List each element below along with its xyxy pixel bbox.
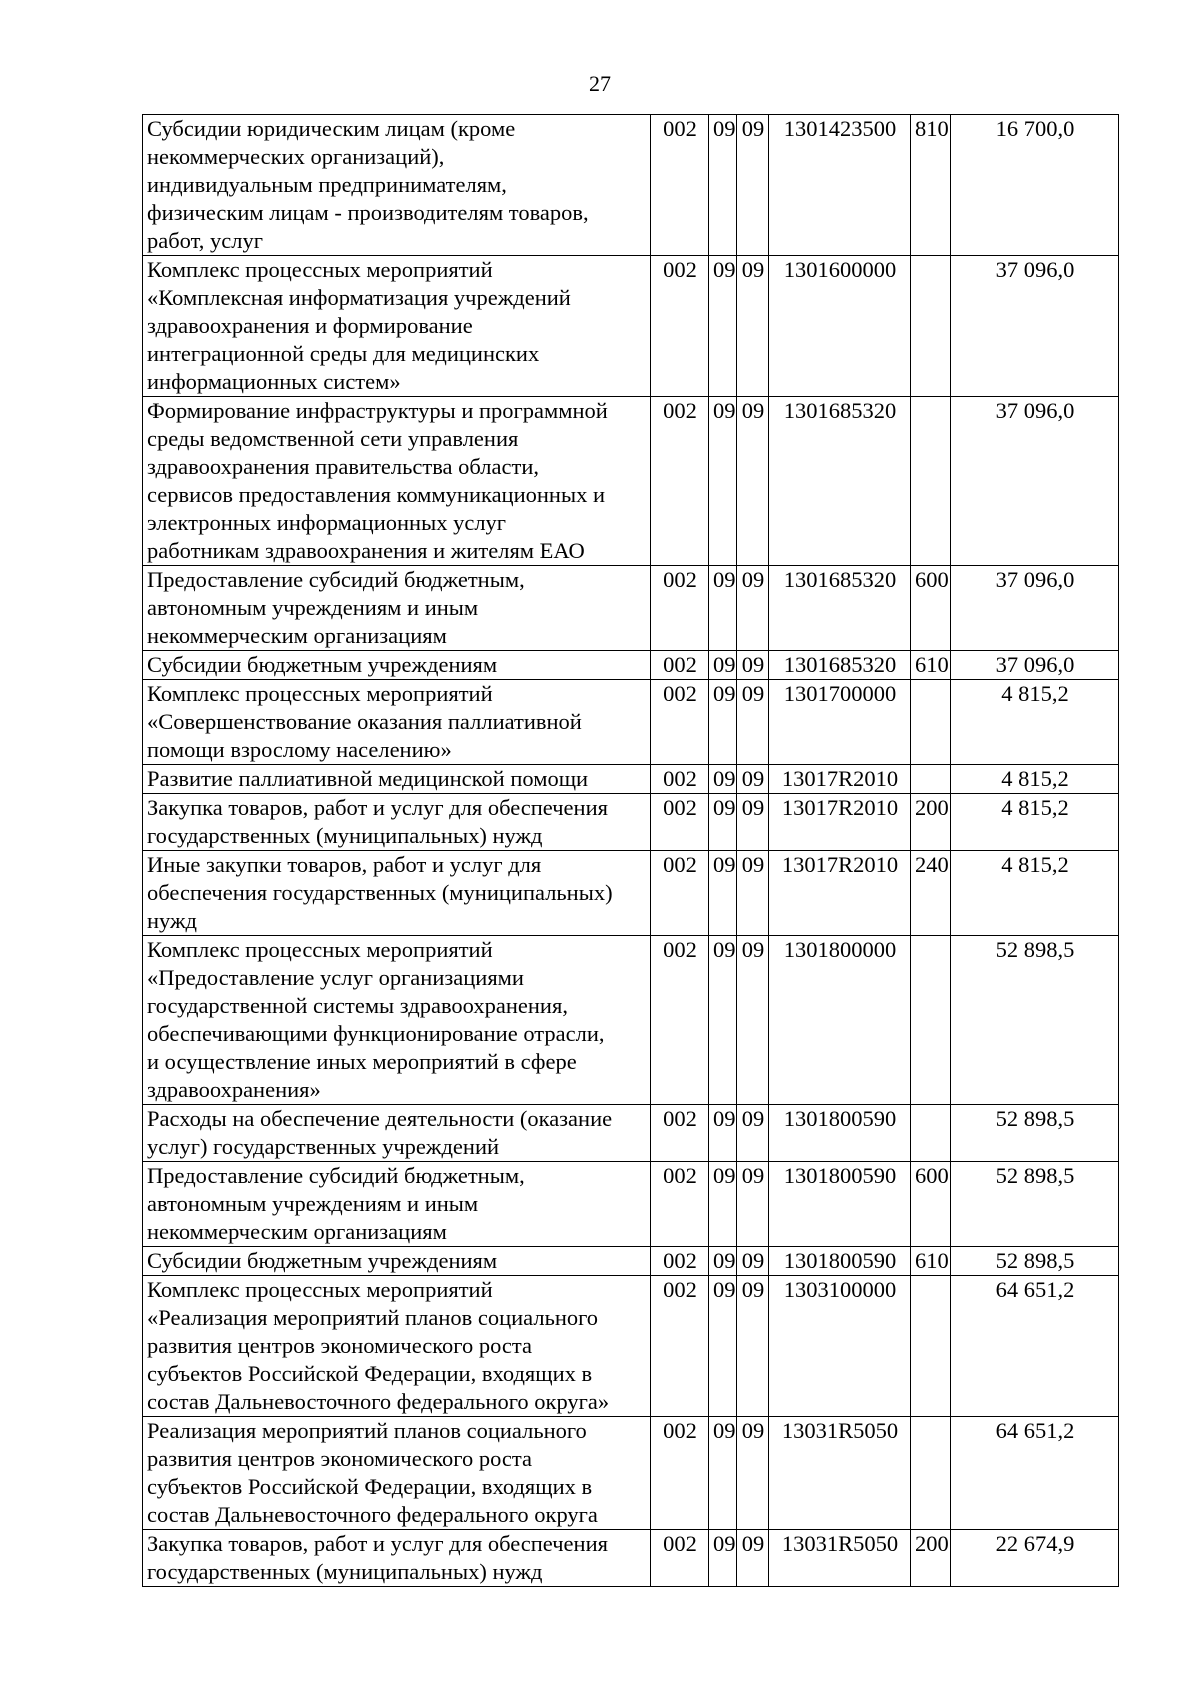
table-row: [143, 680, 1119, 765]
budget-table-body: [143, 115, 1119, 1587]
section-code-cell: 09: [709, 566, 737, 651]
table-row: [143, 115, 1119, 256]
amount-cell: 16 700,0: [951, 115, 1119, 256]
section-code-cell: 09: [709, 1162, 737, 1247]
row-name-cell: Субсидии юридическим лицам (кроме некоммерческих организаций), индивидуальным предпринимателям, физическим лицам - производителям товаров, работ, услуг: [143, 115, 651, 256]
section-code-cell: 09: [709, 1247, 737, 1276]
row-name-cell: Расходы на обеспечение деятельности (оказание услуг) государственных учреждений: [143, 1105, 651, 1162]
row-name-cell: Предоставление субсидий бюджетным, автономным учреждениям и иным некоммерческим организациям: [143, 1162, 651, 1247]
subsection-code-cell: 09: [737, 566, 769, 651]
subsection-code-cell: 09: [737, 115, 769, 256]
section-code-cell: 09: [709, 651, 737, 680]
amount-cell: 4 815,2: [951, 680, 1119, 765]
target-article-cell: 13031R5050: [769, 1417, 911, 1530]
ministry-code-cell: 002: [651, 1276, 709, 1417]
table-row: [143, 936, 1119, 1105]
section-code-cell: 09: [709, 1105, 737, 1162]
target-article-cell: 13031R5050: [769, 1530, 911, 1587]
row-name-cell: Формирование инфраструктуры и программной среды ведомственной сети управления здравоохранения правительства области, сервисов предоставления коммуникационных и электронных информационных услуг работникам здравоохранения и жителям ЕАО: [143, 397, 651, 566]
table-row: [143, 1530, 1119, 1587]
table-row: [143, 651, 1119, 680]
target-article-cell: 1301800000: [769, 936, 911, 1105]
target-article-cell: 1301423500: [769, 115, 911, 256]
ministry-code-cell: 002: [651, 1417, 709, 1530]
expense-type-cell: 610: [911, 1247, 951, 1276]
ministry-code-cell: 002: [651, 1105, 709, 1162]
amount-cell: 37 096,0: [951, 397, 1119, 566]
row-name-cell: Субсидии бюджетным учреждениям: [143, 1247, 651, 1276]
target-article-cell: 1301700000: [769, 680, 911, 765]
expense-type-cell: [911, 936, 951, 1105]
ministry-code-cell: 002: [651, 256, 709, 397]
target-article-cell: 1303100000: [769, 1276, 911, 1417]
row-name-cell: Субсидии бюджетным учреждениям: [143, 651, 651, 680]
subsection-code-cell: 09: [737, 1417, 769, 1530]
section-code-cell: 09: [709, 851, 737, 936]
subsection-code-cell: 09: [737, 397, 769, 566]
table-row: [143, 256, 1119, 397]
subsection-code-cell: 09: [737, 1105, 769, 1162]
section-code-cell: 09: [709, 936, 737, 1105]
amount-cell: 22 674,9: [951, 1530, 1119, 1587]
target-article-cell: 1301800590: [769, 1105, 911, 1162]
amount-cell: 4 815,2: [951, 765, 1119, 794]
subsection-code-cell: 09: [737, 1276, 769, 1417]
row-name-cell: Закупка товаров, работ и услуг для обеспечения государственных (муниципальных) нужд: [143, 1530, 651, 1587]
target-article-cell: 1301685320: [769, 651, 911, 680]
expense-type-cell: [911, 1276, 951, 1417]
ministry-code-cell: 002: [651, 765, 709, 794]
ministry-code-cell: 002: [651, 794, 709, 851]
amount-cell: 52 898,5: [951, 936, 1119, 1105]
subsection-code-cell: 09: [737, 651, 769, 680]
target-article-cell: 1301800590: [769, 1162, 911, 1247]
row-name-cell: Комплекс процессных мероприятий «Совершенствование оказания паллиативной помощи взрослому населению»: [143, 680, 651, 765]
subsection-code-cell: 09: [737, 256, 769, 397]
row-name-cell: Реализация мероприятий планов социального развития центров экономического роста субъектов Российской Федерации, входящих в состав Дальневосточного федерального округа: [143, 1417, 651, 1530]
target-article-cell: 1301685320: [769, 397, 911, 566]
expense-type-cell: 810: [911, 115, 951, 256]
budget-table: [142, 114, 1119, 1587]
expense-type-cell: [911, 765, 951, 794]
amount-cell: 37 096,0: [951, 256, 1119, 397]
row-name-cell: Комплекс процессных мероприятий «Комплексная информатизация учреждений здравоохранения и формирование интеграционной среды для медицинских информационных систем»: [143, 256, 651, 397]
ministry-code-cell: 002: [651, 1162, 709, 1247]
expense-type-cell: 600: [911, 1162, 951, 1247]
table-row: [143, 397, 1119, 566]
expense-type-cell: [911, 397, 951, 566]
ministry-code-cell: 002: [651, 680, 709, 765]
amount-cell: 64 651,2: [951, 1417, 1119, 1530]
expense-type-cell: 200: [911, 794, 951, 851]
table-row: [143, 1417, 1119, 1530]
ministry-code-cell: 002: [651, 397, 709, 566]
subsection-code-cell: 09: [737, 680, 769, 765]
ministry-code-cell: 002: [651, 1530, 709, 1587]
subsection-code-cell: 09: [737, 765, 769, 794]
section-code-cell: 09: [709, 680, 737, 765]
target-article-cell: 13017R2010: [769, 851, 911, 936]
subsection-code-cell: 09: [737, 851, 769, 936]
section-code-cell: 09: [709, 1530, 737, 1587]
section-code-cell: 09: [709, 765, 737, 794]
subsection-code-cell: 09: [737, 794, 769, 851]
amount-cell: 64 651,2: [951, 1276, 1119, 1417]
table-row: [143, 851, 1119, 936]
target-article-cell: 1301685320: [769, 566, 911, 651]
row-name-cell: Развитие паллиативной медицинской помощи: [143, 765, 651, 794]
expense-type-cell: 610: [911, 651, 951, 680]
ministry-code-cell: 002: [651, 851, 709, 936]
amount-cell: 4 815,2: [951, 851, 1119, 936]
expense-type-cell: [911, 256, 951, 397]
amount-cell: 52 898,5: [951, 1105, 1119, 1162]
table-row: [143, 1276, 1119, 1417]
subsection-code-cell: 09: [737, 1530, 769, 1587]
ministry-code-cell: 002: [651, 115, 709, 256]
expense-type-cell: 200: [911, 1530, 951, 1587]
target-article-cell: 1301800590: [769, 1247, 911, 1276]
row-name-cell: Закупка товаров, работ и услуг для обеспечения государственных (муниципальных) нужд: [143, 794, 651, 851]
ministry-code-cell: 002: [651, 651, 709, 680]
table-row: [143, 1105, 1119, 1162]
section-code-cell: 09: [709, 397, 737, 566]
row-name-cell: Комплекс процессных мероприятий «Реализация мероприятий планов социального развития центров экономического роста субъектов Российской Федерации, входящих в состав Дальневосточного федерального округа»: [143, 1276, 651, 1417]
expense-type-cell: 600: [911, 566, 951, 651]
table-row: [143, 1247, 1119, 1276]
target-article-cell: 1301600000: [769, 256, 911, 397]
target-article-cell: 13017R2010: [769, 765, 911, 794]
ministry-code-cell: 002: [651, 1247, 709, 1276]
expense-type-cell: [911, 1417, 951, 1530]
expense-type-cell: [911, 1105, 951, 1162]
section-code-cell: 09: [709, 1417, 737, 1530]
page-number: 27: [589, 71, 611, 96]
subsection-code-cell: 09: [737, 936, 769, 1105]
expense-type-cell: [911, 680, 951, 765]
amount-cell: 37 096,0: [951, 566, 1119, 651]
section-code-cell: 09: [709, 794, 737, 851]
section-code-cell: 09: [709, 115, 737, 256]
target-article-cell: 13017R2010: [769, 794, 911, 851]
amount-cell: 37 096,0: [951, 651, 1119, 680]
section-code-cell: 09: [709, 1276, 737, 1417]
subsection-code-cell: 09: [737, 1247, 769, 1276]
table-row: [143, 794, 1119, 851]
ministry-code-cell: 002: [651, 566, 709, 651]
subsection-code-cell: 09: [737, 1162, 769, 1247]
table-row: [143, 765, 1119, 794]
table-row: [143, 1162, 1119, 1247]
table-row: [143, 566, 1119, 651]
amount-cell: 52 898,5: [951, 1162, 1119, 1247]
amount-cell: 4 815,2: [951, 794, 1119, 851]
ministry-code-cell: 002: [651, 936, 709, 1105]
row-name-cell: Иные закупки товаров, работ и услуг для обеспечения государственных (муниципальных) нужд: [143, 851, 651, 936]
amount-cell: 52 898,5: [951, 1247, 1119, 1276]
row-name-cell: Комплекс процессных мероприятий «Предоставление услуг организациями государственной системы здравоохранения, обеспечивающими функционирование отрасли, и осуществление иных мероприятий в сфере здравоохранения»: [143, 936, 651, 1105]
section-code-cell: 09: [709, 256, 737, 397]
expense-type-cell: 240: [911, 851, 951, 936]
row-name-cell: Предоставление субсидий бюджетным, автономным учреждениям и иным некоммерческим организациям: [143, 566, 651, 651]
